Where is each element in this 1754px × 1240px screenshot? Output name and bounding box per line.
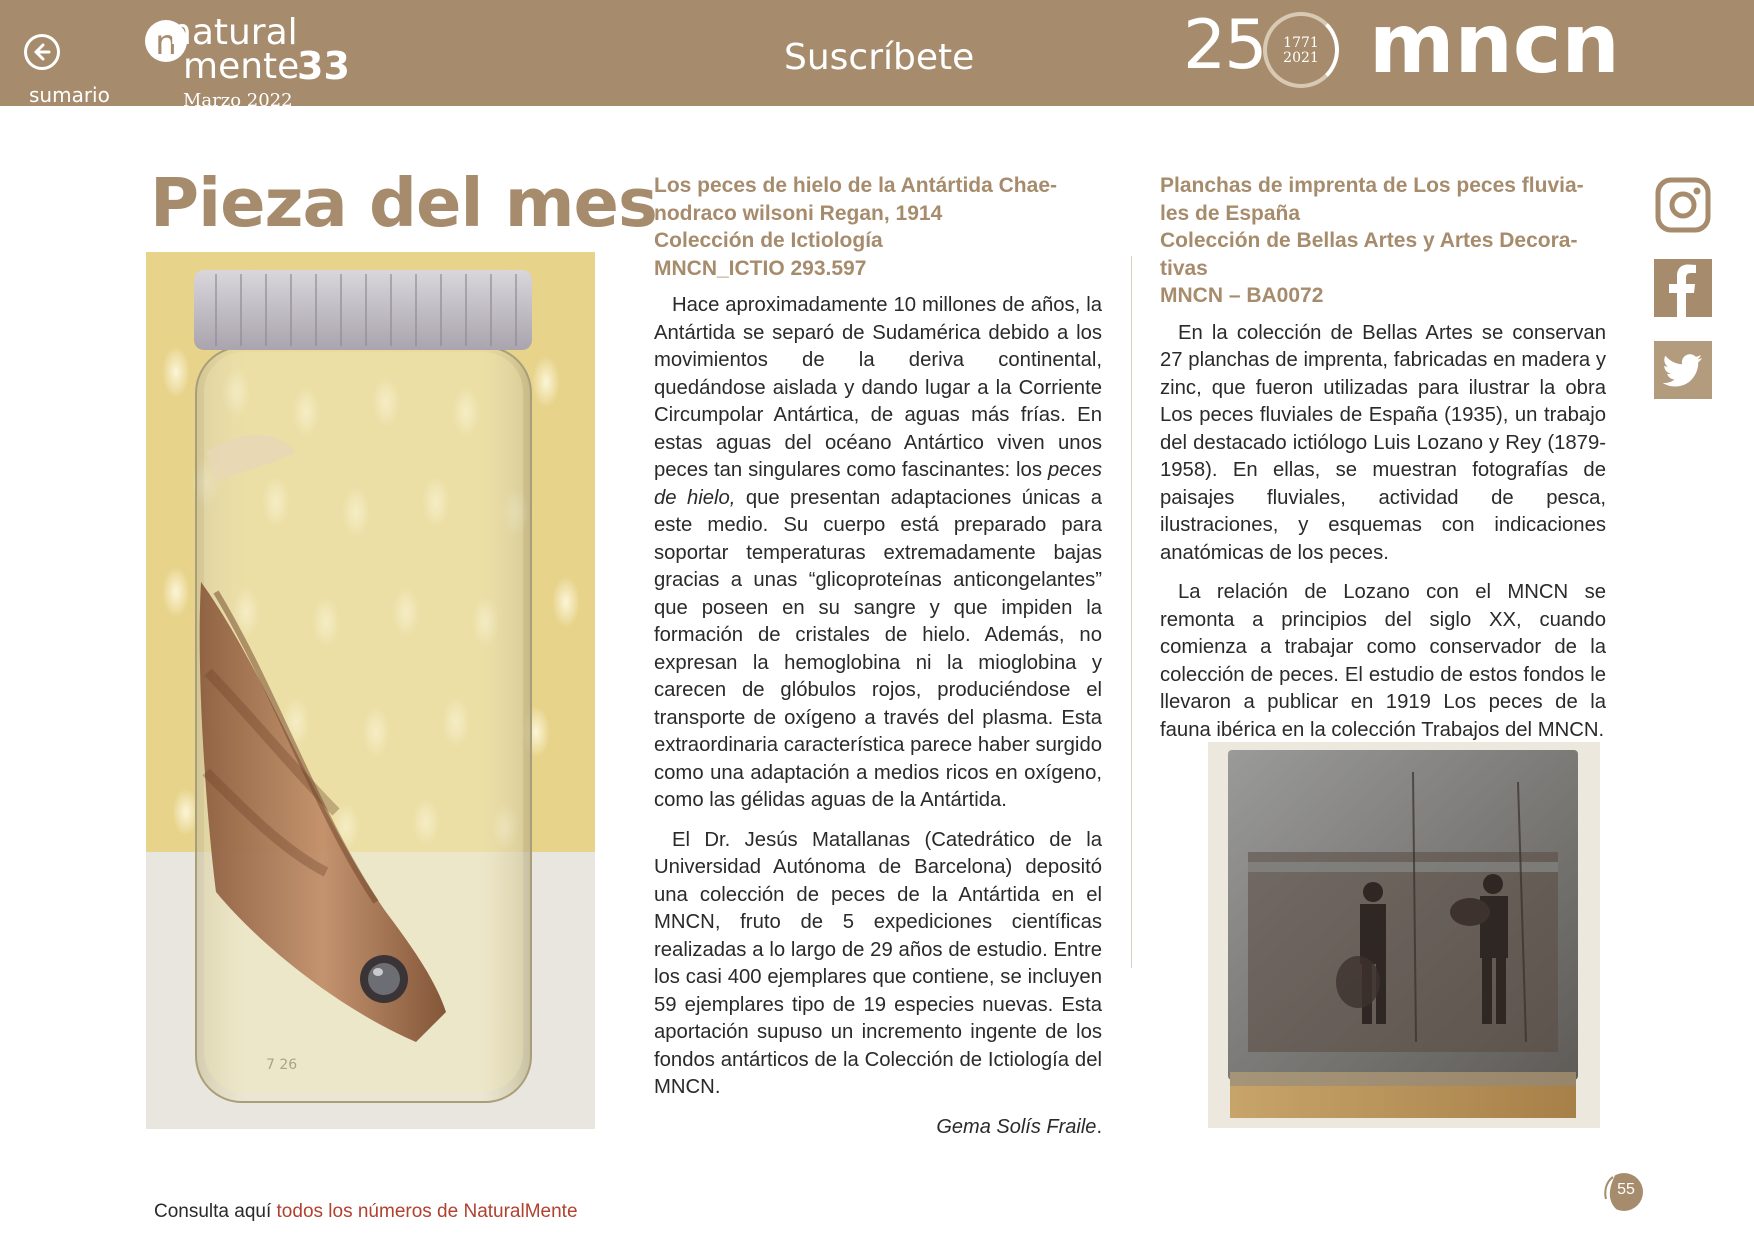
back-button[interactable] (24, 34, 60, 70)
year-start: 1771 (1283, 35, 1319, 51)
footer (154, 1201, 578, 1223)
article-printing-plates (1160, 172, 1606, 756)
heading-line: nodraco wilsoni Regan, 1914 (654, 201, 943, 225)
author-signature (654, 1116, 1102, 1139)
author-name: Gema Solís Fraile (936, 1115, 1097, 1138)
heading-line: MNCN_ICTIO 293.597 (654, 256, 867, 280)
article-paragraph: El Dr. Jesús Matallanas (Catedrático de la Universidad Autónoma de Barcelona) depositó una colección de peces de la Antártida en el MNCN, fruto de 5 expediciones científicas realizadas a lo largo de 29 años de estudio. Entre los casi 400 ejemplares que contiene, se incluyen 59 ejemplares tipo de 19 especies nuevas. Esta aportación supuso un incremento ingente de los fondos antárticos de la Colección de Ictiología del MNCN. (654, 828, 1102, 1098)
heading-line: Los peces de hielo de la Antártida Chae- (654, 174, 1057, 197)
column-divider (1131, 256, 1132, 968)
issue-number: 33 (297, 44, 350, 88)
issue-date: Marzo 2022 (183, 90, 293, 111)
article-paragraph: En la colección de Bellas Artes se conservan 27 planchas de imprenta, fabricadas en madera y zinc, que fueron utilizadas para ilustrar la obra Los peces fluviales de España (1935), un trabajo del destacado ictiólogo Luis Lozano y Rey (1879-1958). En ellas, se muestran fotografías de paisajes fluviales, actividad de pesca, ilustraciones, y esquemas con indicaciones anatómicas de los peces. (1160, 321, 1606, 564)
year-end: 2021 (1283, 50, 1319, 66)
anniversary-ring (1263, 12, 1339, 88)
logo-n-mark: n (145, 20, 187, 62)
heading-line: Colección de Bellas Artes y Artes Decora- (1160, 229, 1578, 252)
facebook-button[interactable] (1654, 259, 1712, 317)
paragraph-text: Hace aproximadamente 10 millones de años, la Antártida se separó de Sudamérica debido a los movimientos de la deriva continental, quedándose aislada y dando lugar a la Corriente Circumpolar Antártica, de aguas más frías. En estas aguas del océano Antártico viven unos peces tan singulares como fascinantes: los (654, 294, 1102, 481)
article-ice-fish (654, 172, 1102, 1139)
paragraph-italic-text: peces de hielo, (654, 459, 1102, 509)
twitter-button[interactable] (1654, 341, 1712, 399)
instagram-icon (1654, 176, 1712, 234)
page-title: Pieza del mes (150, 164, 657, 242)
heading-line: Planchas de imprenta de Los peces fluvia- (1160, 174, 1584, 197)
heading-line: les de España (1160, 201, 1301, 225)
arrow-left-icon (31, 41, 53, 63)
author-suffix: . (1096, 1115, 1102, 1138)
facebook-icon (1654, 259, 1712, 317)
anniversary-number: 25 (1183, 6, 1266, 85)
article-heading (1160, 172, 1606, 310)
heading-line: MNCN – BA0072 (1160, 284, 1324, 307)
article-paragraph (654, 292, 1102, 815)
article-paragraph: La relación de Lozano con el MNCN se remonta a principios del siglo XX, cuando comienza a trabajar como conservador de la colección de peces. El estudio de estos fondos le llevaron a publicar en 1919 Los peces de la fauna ibérica en la colección Trabajos del MNCN. (1160, 581, 1606, 741)
paragraph-text: que presentan adaptaciones únicas a este medio. Su cuerpo está preparado para soportar temperaturas extremadamente bajas gracias a unas “glicoproteínas anticongelantes” que poseen en su sangre y que impiden la formación de cristales de hielo. Además, no expresan la hemoglobina ni la mioglobina y carecen de glóbulos rojos, produciéndose el transporte de oxígeno a través del plasma. Esta extraordinaria característica parece haber surgido como una adaptación a medios ricos en oxígeno, como las gélidas aguas de la Antártida. (654, 486, 1102, 811)
page-number: 55 (1617, 1181, 1635, 1198)
header-bar (0, 0, 1754, 111)
footer-prefix: Consulta aquí (154, 1201, 277, 1222)
twitter-icon (1654, 341, 1712, 399)
mncn-wordmark: mncn (1369, 0, 1620, 92)
instagram-button[interactable] (1654, 176, 1712, 234)
all-issues-link[interactable]: todos los números de NaturalMente (276, 1201, 578, 1222)
logo-word-natural: natural (169, 12, 298, 53)
article-heading (654, 172, 1102, 282)
printing-plate-photo (1208, 742, 1600, 1128)
fish-jar-photo (146, 252, 595, 1129)
svg-text:7 26: 7 26 (266, 1057, 298, 1073)
logo-word-mente: mente (183, 46, 300, 87)
subscribe-link[interactable]: Suscríbete (784, 37, 975, 78)
heading-line: Colección de Ictiología (654, 229, 883, 252)
summary-link[interactable]: sumario (29, 83, 110, 107)
heading-line: tivas (1160, 256, 1208, 280)
page-number-badge (1601, 1171, 1643, 1213)
